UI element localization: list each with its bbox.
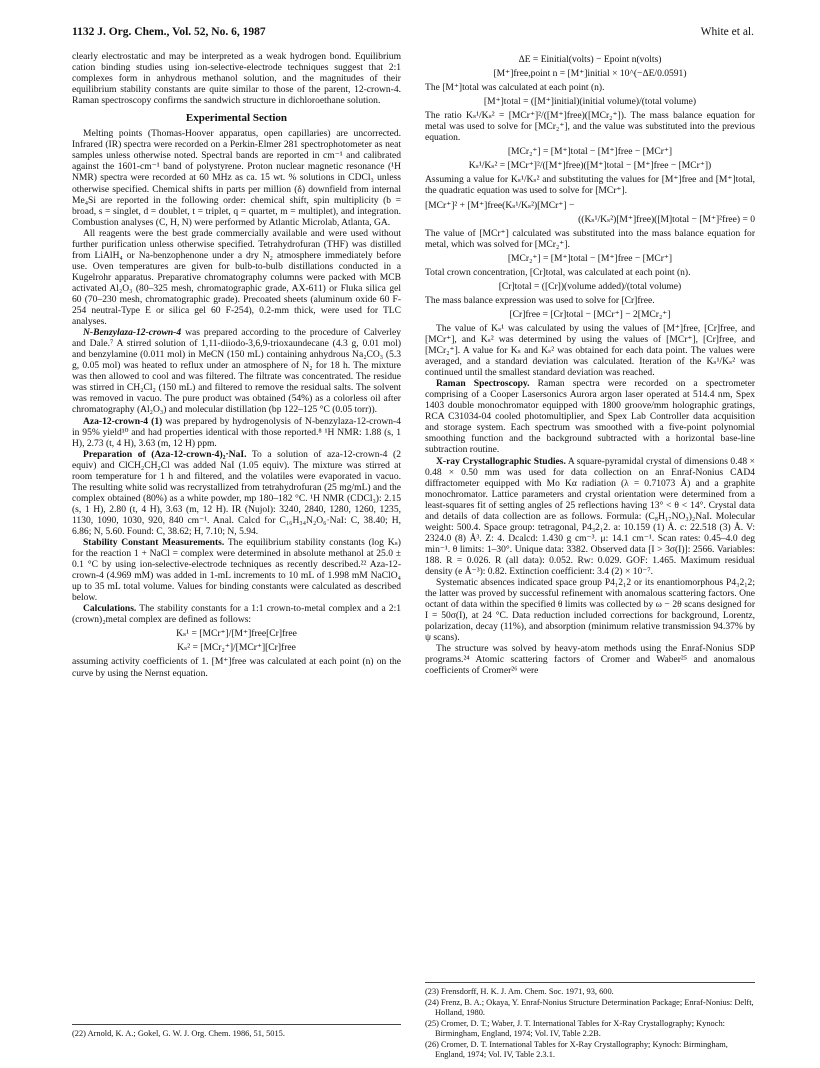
- section-title: Experimental Section: [185, 112, 288, 125]
- footnote-25: (25) Cromer, D. T.; Waber, J. T. International Tables for X-Ray Crystallography; Kynoch: Birmingham, England, 1974; Vol. IV, Table 2.2B.: [425, 1019, 725, 1038]
- preparation-paragraph: [72, 449, 401, 537]
- preparation-heading: Preparation of (Aza-12-crown-4)₂·NaI.: [83, 448, 247, 460]
- calculations-body: The stability constants for a 1:1 crown-to-metal complex and a 2:1 (crown)₂metal complex are defined as follows:: [72, 603, 401, 626]
- right-column: [425, 51, 755, 676]
- stability-body: The equilibrium stability constants (log Kₛ) for the reaction 1 + NaCl = complex were determined in absolute methanol at 25.0 ± 0.1 °C by using ion-selective-electrode techniques as recently described.²² Aza-12-crown-4 (4.969 mM) was added in 1-mL increments to 10 mL of 1.998 mM NaClO₄ up to 35 mL total volume. Values for binding constants were calculated as described below.: [72, 537, 401, 604]
- equation-m-total: [M⁺]total = ([M⁺]initial)(initial volume)/(total volume): [483, 96, 697, 108]
- equation-quadratic-line1: [MCr⁺]² + [M⁺]free(Kₛ¹/Kₛ²)[MCr⁺] −: [425, 199, 575, 211]
- equation-quadratic-line2: ((Kₛ¹/Kₛ²)[M⁺]free)([M]total − [M⁺]²free) = 0: [578, 213, 755, 225]
- total-paragraph: The [M⁺]total was calculated at each point (n).: [425, 82, 605, 94]
- benzylaza-body: was prepared according to the procedure of Calverley and Dale.⁷ A stirred solution of 1,11-diiodo-3,6,9-trioxaundecane (4.3 g, 0.01 mol) and benzylamine (0.011 mol) in MeCN (150 mL) containing anhydrous Na₂CO₃ (5.3 g, 0.05 mol) was heated to reflux under an atmosphere of N₂ for 18 h. The mixture was then allowed to cool and was filtered. The filtrate was concentrated. The residue was stirred in CH₂Cl₂ (150 mL) and filtered to remove the residual salts. The solvent was removed in vacuo. The pure product was obtained (54%) as a colorless oil after chromatography (Al₂O₃) and molecular distillation (bp 122–125 °C (0.05 torr)).: [72, 327, 401, 416]
- footnote-24: (24) Frenz, B. A.; Okaya, Y. Enraf-Nonius Structure Determination Package; Enraf-Nonius: Delft, Holland, 1980.: [425, 998, 754, 1017]
- left-column: [72, 51, 401, 679]
- xray-heading: X-ray Crystallographic Studies.: [436, 455, 566, 467]
- running-author: White et al.: [700, 26, 754, 38]
- calculations-paragraph: [72, 603, 401, 625]
- quadratic-paragraph: Assuming a value for Kₛ¹/Kₛ² and substituting the values for [M⁺]free and [M⁺]total, the quadratic equation was used to solve for [MCr⁺].: [425, 174, 755, 197]
- structure-paragraph: The structure was solved by heavy-atom methods using the Enraf-Nonius SDP programs.²⁴ Atomic scattering factors of Cromer and Waber²⁵ and anomalous coefficients of Cromer²⁶ were: [425, 643, 755, 677]
- journal-citation: 1132 J. Org. Chem., Vol. 52, No. 6, 1987: [72, 26, 266, 38]
- equation-ks1: Kₛ¹ = [MCr⁺]/[M⁺]free[Cr]free: [176, 628, 297, 640]
- ks1-paragraph: The value of Kₛ¹ was calculated by using the values of [M⁺]free, [Cr]free, and [MCr⁺], and Kₛ² was determined by using the values of [MCr⁺], [Cr]free, and [MCr₂⁺]. A value for Kₛ and Kₛ² was obtained for each data point. The values were averaged, and a standard deviation was calculated. Iteration of the Kₛ¹/Kₛ² was continued until the smallest standard deviation was reached.: [425, 322, 755, 379]
- equation-mcr2: [MCr₂⁺] = [M⁺]total − [M⁺]free − [MCr⁺]: [507, 146, 673, 158]
- footnotes-left: [72, 1024, 401, 1040]
- reagents-paragraph: All reagents were the best grade commercially available and were used without further purification unless otherwise specified. Tetrahydrofuran (THF) was distilled from LiAlH₄ or Na-benzophenone under a dry N₂ atmosphere immediately before use. Oven temperatures are given for bulb-to-bulb distillations conducted in a Kugelrohr apparatus. Preparative chromatography columns were packed with MCB activated Al₂O₃ (80–325 mesh, chromatographic grade, AX-611) or Fluka silica gel 60 (70–230 mesh, chromatographic grade). Precoated sheets (aluminum oxide 60 F-254 neutral-Type E or silica gel 60 F-254), 0.2-mm thick, were used for TLC analyses.: [72, 227, 401, 328]
- equation-ratio-expanded: Kₛ¹/Kₛ² = [MCr⁺]²/([M⁺]free)([M⁺]total − [M⁺]free − [MCr⁺]): [468, 160, 712, 172]
- aza-paragraph: [72, 416, 401, 449]
- preparation-body: To a solution of aza-12-crown-4 (2 equiv) and ClCH₂CH₂Cl was added NaI (1.05 equiv). The mixture was stirred at room temperature for 1 h and filtered, and the volatiles were evaporated in vacuo. The resulting white solid was recrystallized from tetrahydrofuran (25 mg/mL) and the complex obtained (80%) as a white powder, mp 180–182 °C. ¹H NMR (CDCl₃): 2.15 (s, 1 H), 2.80 (t, 4 H), 3.63 (m, 12 H). IR (Nujol): 3240, 2840, 1280, 1260, 1235, 1130, 1090, 1030, 920, 840 cm⁻¹. Anal. Calcd for C₁₆H₃₄N₂O₆·NaI: C, 38.40; H, 6.86; N, 5.60. Found: C, 38.62; H, 7.10; N, 5.94.: [72, 448, 401, 537]
- footnote-23: (23) Frensdorff, H. K. J. Am. Chem. Soc. 1971, 93, 600.: [425, 987, 614, 996]
- raman-heading: Raman Spectroscopy.: [436, 378, 530, 390]
- mass-balance-paragraph: The mass balance expression was used to solve for [Cr]free.: [425, 294, 655, 306]
- equation-ks2: Kₛ² = [MCr₂⁺]/[MCr⁺][Cr]free: [177, 642, 296, 654]
- footnote-26: (26) Cromer, D. T. International Tables for X-Ray Crystallography; Kynoch: Birmingham, England, 1974; Vol. IV, Table 2.3.1.: [425, 1040, 728, 1059]
- xray-paragraph: [425, 456, 755, 578]
- aza-heading: Aza-12-crown-4 (1): [83, 415, 163, 427]
- stability-paragraph: [72, 537, 401, 603]
- intro-paragraph: clearly electrostatic and may be interpreted as a weak hydrogen bond. Equilibrium cation binding studies using ion-selective-electrode techniques suggest that 2:1 complexes form in anhydrous methanol solution, and the magnitudes of their equilibrium stability constants are quite similar to those of the parent, 12-crown-4. Raman spectroscopy confirms the sandwich structure in dichloroethane solution.: [72, 51, 401, 107]
- raman-paragraph: [425, 378, 755, 455]
- calculations-heading: Calculations.: [83, 603, 137, 615]
- ratio-paragraph: The ratio Kₛ¹/Kₛ² = [MCr⁺]²/([M⁺]free)([MCr₂⁺]). The mass balance equation for metal was used to solve for [MCr₂⁺], and the value was substituted into the previous equation.: [425, 110, 755, 144]
- footnote-22: (22) Arnold, K. A.; Gokel, G. W. J. Org. Chem. 1986, 51, 5015.: [72, 1029, 285, 1038]
- equation-cr-total: [Cr]total = ([Cr])(volume added)/(total volume): [498, 280, 682, 292]
- equation-cr-free: [Cr]free = [Cr]total − [MCr⁺] − 2[MCr₂⁺]: [509, 308, 671, 320]
- equation-delta-e: ΔE = Einitial(volts) − Epoint n(volts): [518, 54, 662, 65]
- raman-body: Raman spectra were recorded on a spectrometer comprising of a Cooper Lasersonics Aurora argon laser operated at 514.4 nm, Spex 1403 double monochromator equipped with 1800 groove/mm holographic gratings, RCA C31034-04 cooled photomultiplier, and Spex Lab Controller data acquisition and storage system. Each spectrum was smoothed with a five-point polynomial smoothing function and the background subtracted with a horizontal base-line subtraction routine.: [425, 378, 756, 456]
- page-header: [72, 26, 754, 44]
- melting-points-paragraph: Melting points (Thomas-Hoover apparatus, open capillaries) are uncorrected. Infrared (IR) spectra were recorded on a Perkin-Elmer 281 spectrophotometer as neat samples unless otherwise noted. Spectral bands are reported in cm⁻¹ and calibrated against the 1601-cm⁻¹ band of polystyrene. Proton nuclear magnetic resonance (¹H NMR) spectra were recorded at 60 MHz as ca. 15 wt. % solutions in CDCl₃ unless otherwise specified. Chemical shifts in parts per million (δ) downfield from internal Me₄Si are reported in the following order: chemical shift, spin multiplicity (b = broad, s = singlet, d = doublet, t = triplet, q = quartet, m = multiplet), and integration. Combustion analyses (C, H, N) were performed by Atlantic Microlab, Atlanta, GA.: [72, 128, 401, 228]
- benzylaza-heading: N-Benzylaza-12-crown-4: [83, 327, 182, 339]
- crown-paragraph: Total crown concentration, [Cr]total, was calculated at each point (n).: [425, 266, 691, 278]
- equation-m-free: [M⁺]free,point n = [M⁺]initial × 10^(−ΔE/0.0591): [493, 68, 687, 80]
- equation-mcr2-second: [MCr₂⁺] = [M⁺]total − [M⁺]free − [MCr⁺]: [507, 252, 673, 264]
- aza-body: was prepared by hydrogenolysis of N-benzylaza-12-crown-4 in 95% yield¹⁰ and had properties identical with those reported.⁸ ¹H NMR: 1.88 (s, 1 H), 2.73 (t, 4 H), 3.63 (m, 12 H) ppm.: [72, 415, 401, 449]
- systematic-paragraph: Systematic absences indicated space group P4₁2₁2 or its enantiomorphous P4₃2₁2; the latter was proved by successful refinement with anomalous scattering factors. One octant of data within the specified θ limits was collected by ω − 2θ scans designed for I = 50σ(I), at 24 °C. Data reduction included corrections for background, Lorentz, polarization, decay (11%), and absorption (minimum relative transmission 94.37% by ψ scans).: [425, 577, 755, 644]
- footnotes-right: [425, 982, 755, 1061]
- assume-paragraph: assuming activity coefficients of 1. [M⁺]free was calculated at each point (n) on the curve by using the Nernst equation.: [72, 656, 401, 679]
- benzylaza-paragraph: [72, 327, 401, 415]
- stability-heading: Stability Constant Measurements.: [83, 537, 225, 549]
- value-paragraph: The value of [MCr⁺] calculated was substituted into the mass balance equation for metal, which was solved for [MCr₂⁺].: [425, 227, 755, 250]
- xray-body: A square-pyramidal crystal of dimensions 0.48 × 0.48 × 0.50 mm was used for data collection on an Enraf-Nonius CAD4 diffractometer equipped with Mo Kα radiation (λ = 0.71073 Å) and a graphite monochromator. Lattice parameters and crystal orientation were determined from a least-squares fit of setting angles of 25 reflections having 13° < θ < 14°. Crystal data and details of data collection are as follows. Formula: (C₈H₁₇NO₃)₂NaI. Molecular weight: 500.4. Space group: tetragonal, P4₃2₁2. a: 10.159 (1) Å. c: 22.518 (3) Å. V: 2324.0 (8) Å³. Z: 4. Dcalcd: 1.430 g cm⁻³. μ: 14.1 cm⁻¹. Scan rates: 0.45–4.0 deg min⁻¹. θ limits: 1–30°. Unique data: 3382. Observed data [I > 3σ(I)]: 2566. Variables: 188. R = 0.026. R (all data): 0.052. Rw: 0.029. GOF: 1.465. Maximum residual density (e Å⁻³): 0.82. Extinction coefficient: 3.4 (2) × 10⁻⁷.: [425, 455, 755, 577]
